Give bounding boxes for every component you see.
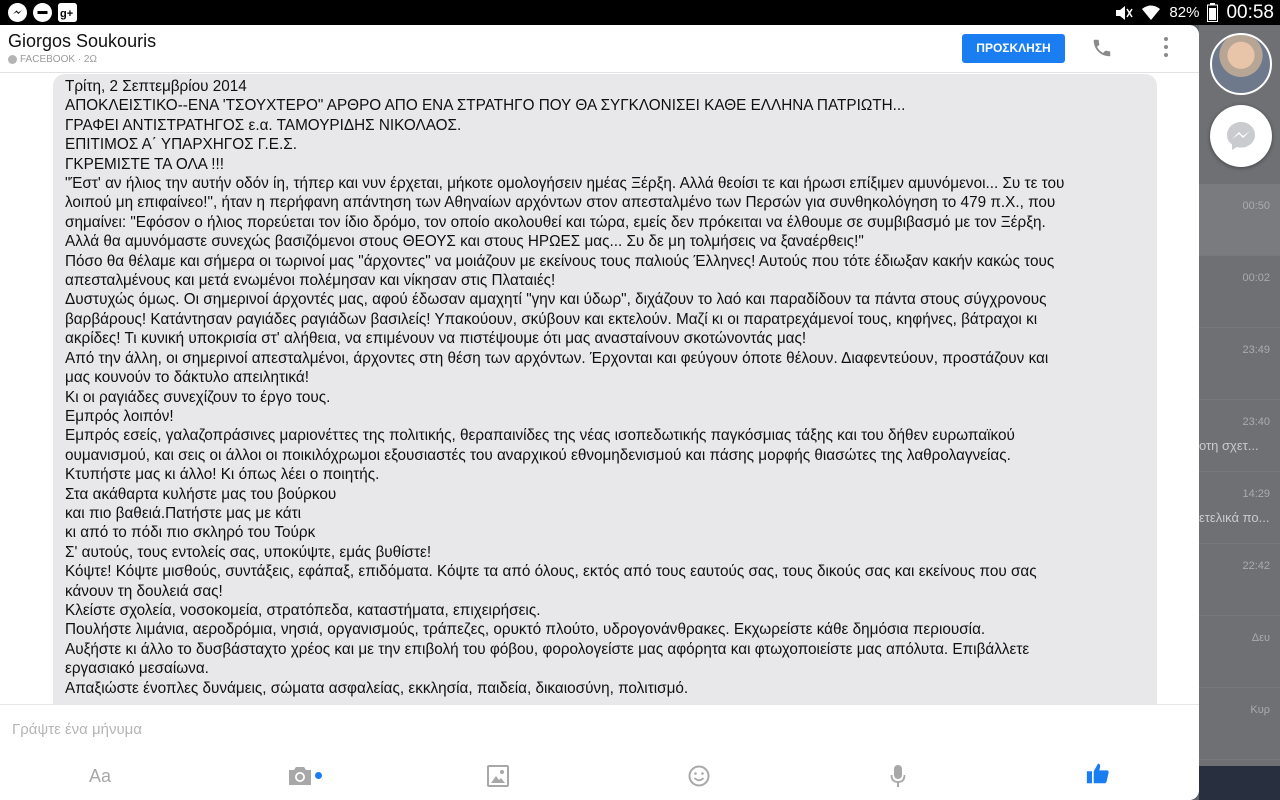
list-item[interactable] — [1199, 256, 1280, 328]
message-line: κι από το πόδι πιο σκληρό του Τούρκ — [65, 524, 316, 542]
background-bottom-bar — [1199, 766, 1280, 800]
message-line: ακρίδες! Τι κυνική υποκρισία στ' αλήθεια, να επιμένουν να πιστέψουμε ότι μας ανασταίνουν σκοτώνοντάς μας! — [65, 330, 807, 348]
message-line: σημαίνει: "Εφόσον ο ήλιος πορεύεται τον ίδιο δρόμο, τον οποίο ακολουθεί και τώρα, εμείς δεν πρόκειται να έλθουμε σε συμβιβασμό με τον Ξέρξη. — [65, 213, 1046, 231]
list-item-time: 14:29 — [1242, 488, 1270, 500]
status-right — [1113, 0, 1274, 25]
composer-toolbar — [0, 752, 1199, 800]
message-line: Κλείστε σχολεία, νοσοκομεία, στρατόπεδα, καταστήματα, επιχειρήσεις. — [65, 601, 541, 619]
microphone-icon[interactable] — [890, 764, 906, 788]
message-line: ΑΠΟΚΛΕΙΣΤΙΚΟ--ΕΝΑ 'ΤΣΟΥΧΤΕΡΟ" ΑΡΘΡΟ ΑΠΟ ΕΝΑ ΣΤΡΑΤΗΓΟ ΠΟΥ ΘΑ ΣΥΓΚΛΟΝΙΣΕΙ ΚΑΘΕ ΕΛΛΗΝΑ ΠΑΤΡΙΩΤΗ... — [65, 97, 906, 115]
invite-button[interactable]: ΠΡΟΣΚΛΗΣΗ — [962, 34, 1065, 63]
list-item-time: 22:42 — [1242, 560, 1270, 572]
message-line: ουμανισμού, και σεις οι άλλοι οι ποικιλόχρωμοι εξουσιαστές του αναρχικού εθνομηδενισμού και πάσης μορφής θιασώτες της λαθρολαγνείας. — [65, 446, 1011, 464]
list-item-snippet: ετελικά πο... — [1199, 510, 1270, 525]
list-item[interactable] — [1199, 472, 1280, 544]
status-clock: 00:58 — [1226, 1, 1274, 23]
message-line: Αλλά θα αμυνόμαστε συνεχώς βασιζόμενοι στους ΘΕΟΥΣ και στους ΗΡΩΕΣ μας... Συ δε μη τολμήσεις να ξαναέρθεις!" — [65, 233, 864, 251]
list-item[interactable] — [1199, 400, 1280, 472]
messenger-icon — [1225, 120, 1257, 152]
message-line: Κτυπήστε μας κι άλλο! Κι όπως λέει ο ποιητής. — [65, 466, 380, 484]
gallery-icon[interactable] — [487, 764, 509, 788]
list-item-time: 23:40 — [1242, 416, 1270, 428]
google-plus-icon — [58, 3, 77, 22]
list-item[interactable] — [1199, 616, 1280, 688]
contact-name[interactable]: Giorgos Soukouris — [8, 31, 157, 51]
message-input-placeholder: Γράψτε ένα μήνυμα — [12, 721, 142, 738]
message-line: ΕΠΙΤΙΜΟΣ Α΄ ΥΠΑΡΧΗΓΟΣ Γ.Ε.Σ. — [65, 136, 297, 154]
list-item-time: 00:50 — [1242, 200, 1270, 212]
list-item-time: 00:02 — [1242, 272, 1270, 284]
message-line: μας κουνούν το δάκτυλο απειλητικά! — [65, 369, 309, 387]
messenger-notification-icon — [8, 3, 27, 22]
text-format-icon[interactable]: Aa — [89, 766, 112, 786]
message-line: Κόψτε! Κόψτε μισθούς, συντάξεις, εφάπαξ, επιδόματα. Κόψτε τα από όλους, εκτός από τους εαυτούς σας, τους δικούς σας και εκείνους που σας — [65, 563, 1037, 581]
like-icon[interactable] — [1084, 761, 1112, 785]
minus-circle-icon — [33, 3, 52, 22]
list-item-time: Κυρ — [1250, 704, 1270, 716]
list-item-time: Δευ — [1251, 632, 1270, 644]
message-line: Δυστυχώς όμως. Οι σημερινοί άρχοντές μας, αφού έδωσαν αμαχητί "γην και ύδωρ", διχάζουν το λαό και παραδίδουν τα πάντα στους σύγχρονους — [65, 291, 1047, 309]
chat-window — [0, 25, 1199, 800]
message-line: Σ' αυτούς, τους εντολείς σας, υποκύψτε, εμάς βυθίστε! — [65, 543, 432, 561]
message-line: Πόσο θα θέλαμε και σήμερα οι τωρινοί μας "άρχοντες" να μοιάζουν με εκείνους τους παλιούς Έλληνες! Αυτούς που τότε έδιωξαν κακήν κακώς τους — [65, 252, 1055, 270]
more-options-icon[interactable] — [1160, 37, 1172, 59]
wifi-icon — [1141, 4, 1161, 22]
message-line: Αυξήστε κι άλλο το δυσβάσταχτο χρέος και με την επιβολή του φόβου, φορολογείστε μας αφόρητα και φτωχοποιείστε μας απόλυτα. Επιβάλλετε — [65, 640, 1030, 658]
chat-header — [0, 25, 1199, 73]
message-line: Πουλήστε λιμάνια, αεροδρόμια, νησιά, οργανισμούς, τράπεζες, ορυκτό πλούτο, υδρογονάνθρακες. Εκχωρείστε κάθε δημόσια περιουσία. — [65, 621, 986, 639]
message-line: Από την άλλη, οι σημερινοί απεσταλμένοι, άρχοντες στη θέση των αρχόντων. Έρχονται και φεύγουν όποτε θέλουν. Διαφεντεύουν, προστάζουν και — [65, 349, 1049, 367]
camera-icon[interactable] — [287, 764, 313, 788]
message-line: Κι οι ραγιάδες συνεχίζουν το έργο τους. — [65, 388, 331, 406]
message-thread[interactable] — [0, 73, 1199, 704]
message-line: απεσταλμένους και μετά ενωμένοι πολέμησαν και νίκησαν στις Πλαταιές! — [65, 272, 556, 290]
message-bubble[interactable] — [53, 74, 1157, 704]
message-line: Απαξιώστε ένοπλες δυνάμεις, σώματα ασφαλείας, εκκλησία, παιδεία, δικαιοσύνη, πολιτισμό. — [65, 679, 689, 697]
message-line: Εμπρός εσείς, γαλαζοπράσινες μαριονέττες της πολιτικής, θεραπαινίδες της νέας ισοπεδωτικής παγκόσμιας τάξης και του δήθεν ευρωπαϊκού — [65, 427, 1015, 445]
list-item[interactable] — [1199, 328, 1280, 400]
message-line: εργασιακό μεσαίωνα. — [65, 660, 209, 678]
message-input[interactable] — [0, 704, 1199, 752]
battery-icon — [1207, 3, 1218, 22]
battery-percent: 82% — [1169, 4, 1200, 21]
camera-indicator-dot — [315, 772, 322, 779]
list-item-time: 23:49 — [1242, 344, 1270, 356]
message-line: λοιπού μη επιφαίνεο!", ήταν η περήφανη απάντηση των Αθηναίων αρχόντων στον απεσταλμένο των Περσών για συνθηκολόγηση το 479 π.Χ., που — [65, 194, 1056, 212]
phone-call-icon[interactable] — [1091, 37, 1113, 59]
message-line: ΓΡΑΦΕΙ ΑΝΤΙΣΤΡΑΤΗΓΟΣ ε.α. ΤΑΜΟΥΡΙΔΗΣ ΝΙΚΟΛΑΟΣ. — [65, 116, 462, 134]
facebook-icon — [8, 55, 17, 64]
contact-meta-text: FACEBOOK · 2Ω — [20, 54, 97, 65]
emoji-icon[interactable] — [688, 764, 710, 788]
message-date: Τρίτη, 2 Σεπτεμβρίου 2014 — [65, 78, 247, 95]
message-line: "Έστ' αν ήλιος την αυτήν οδόν ίη, τήπερ και νυν έρχεται, μήκοτε ομολογήσειν ημέας Ξέρξη. Αλλά θεοίσι τε και ήρωσι επίξιμεν αμυνόμενοι... Συ τε του — [65, 175, 1065, 193]
messenger-chat-head[interactable] — [1210, 105, 1272, 167]
message-line: Στα ακάθαρτα κυλήστε μας του βούρκου — [65, 485, 337, 503]
message-line: κάνουν τη δουλειά σας! — [65, 582, 223, 600]
message-line: Εμπρός λοιπόν! — [65, 407, 174, 425]
list-item[interactable] — [1199, 184, 1280, 256]
list-item[interactable] — [1199, 544, 1280, 616]
list-item[interactable] — [1199, 688, 1280, 760]
message-line: και πιο βαθειά.Πατήστε μας με κάτι — [65, 504, 302, 522]
contact-chat-head-avatar[interactable] — [1210, 33, 1272, 95]
svg-text:g+: g+ — [60, 8, 74, 20]
mute-icon — [1113, 4, 1133, 22]
message-line: βαρβάρους! Κατάντησαν ραγιάδες ραγιάδων βασιλείς! Υπακούουν, σκύβουν και εκτελούν. Μαζί κι οι παρατρεχάμενοί τους, κηφήνες, βάτραχοι κι — [65, 310, 1038, 328]
list-item-snippet: οτη σχετ... — [1199, 438, 1259, 453]
status-bar — [0, 0, 1280, 25]
contact-meta — [8, 54, 97, 65]
message-line: ΓΚΡΕΜΙΣΤΕ ΤΑ ΟΛΑ !!! — [65, 155, 225, 173]
